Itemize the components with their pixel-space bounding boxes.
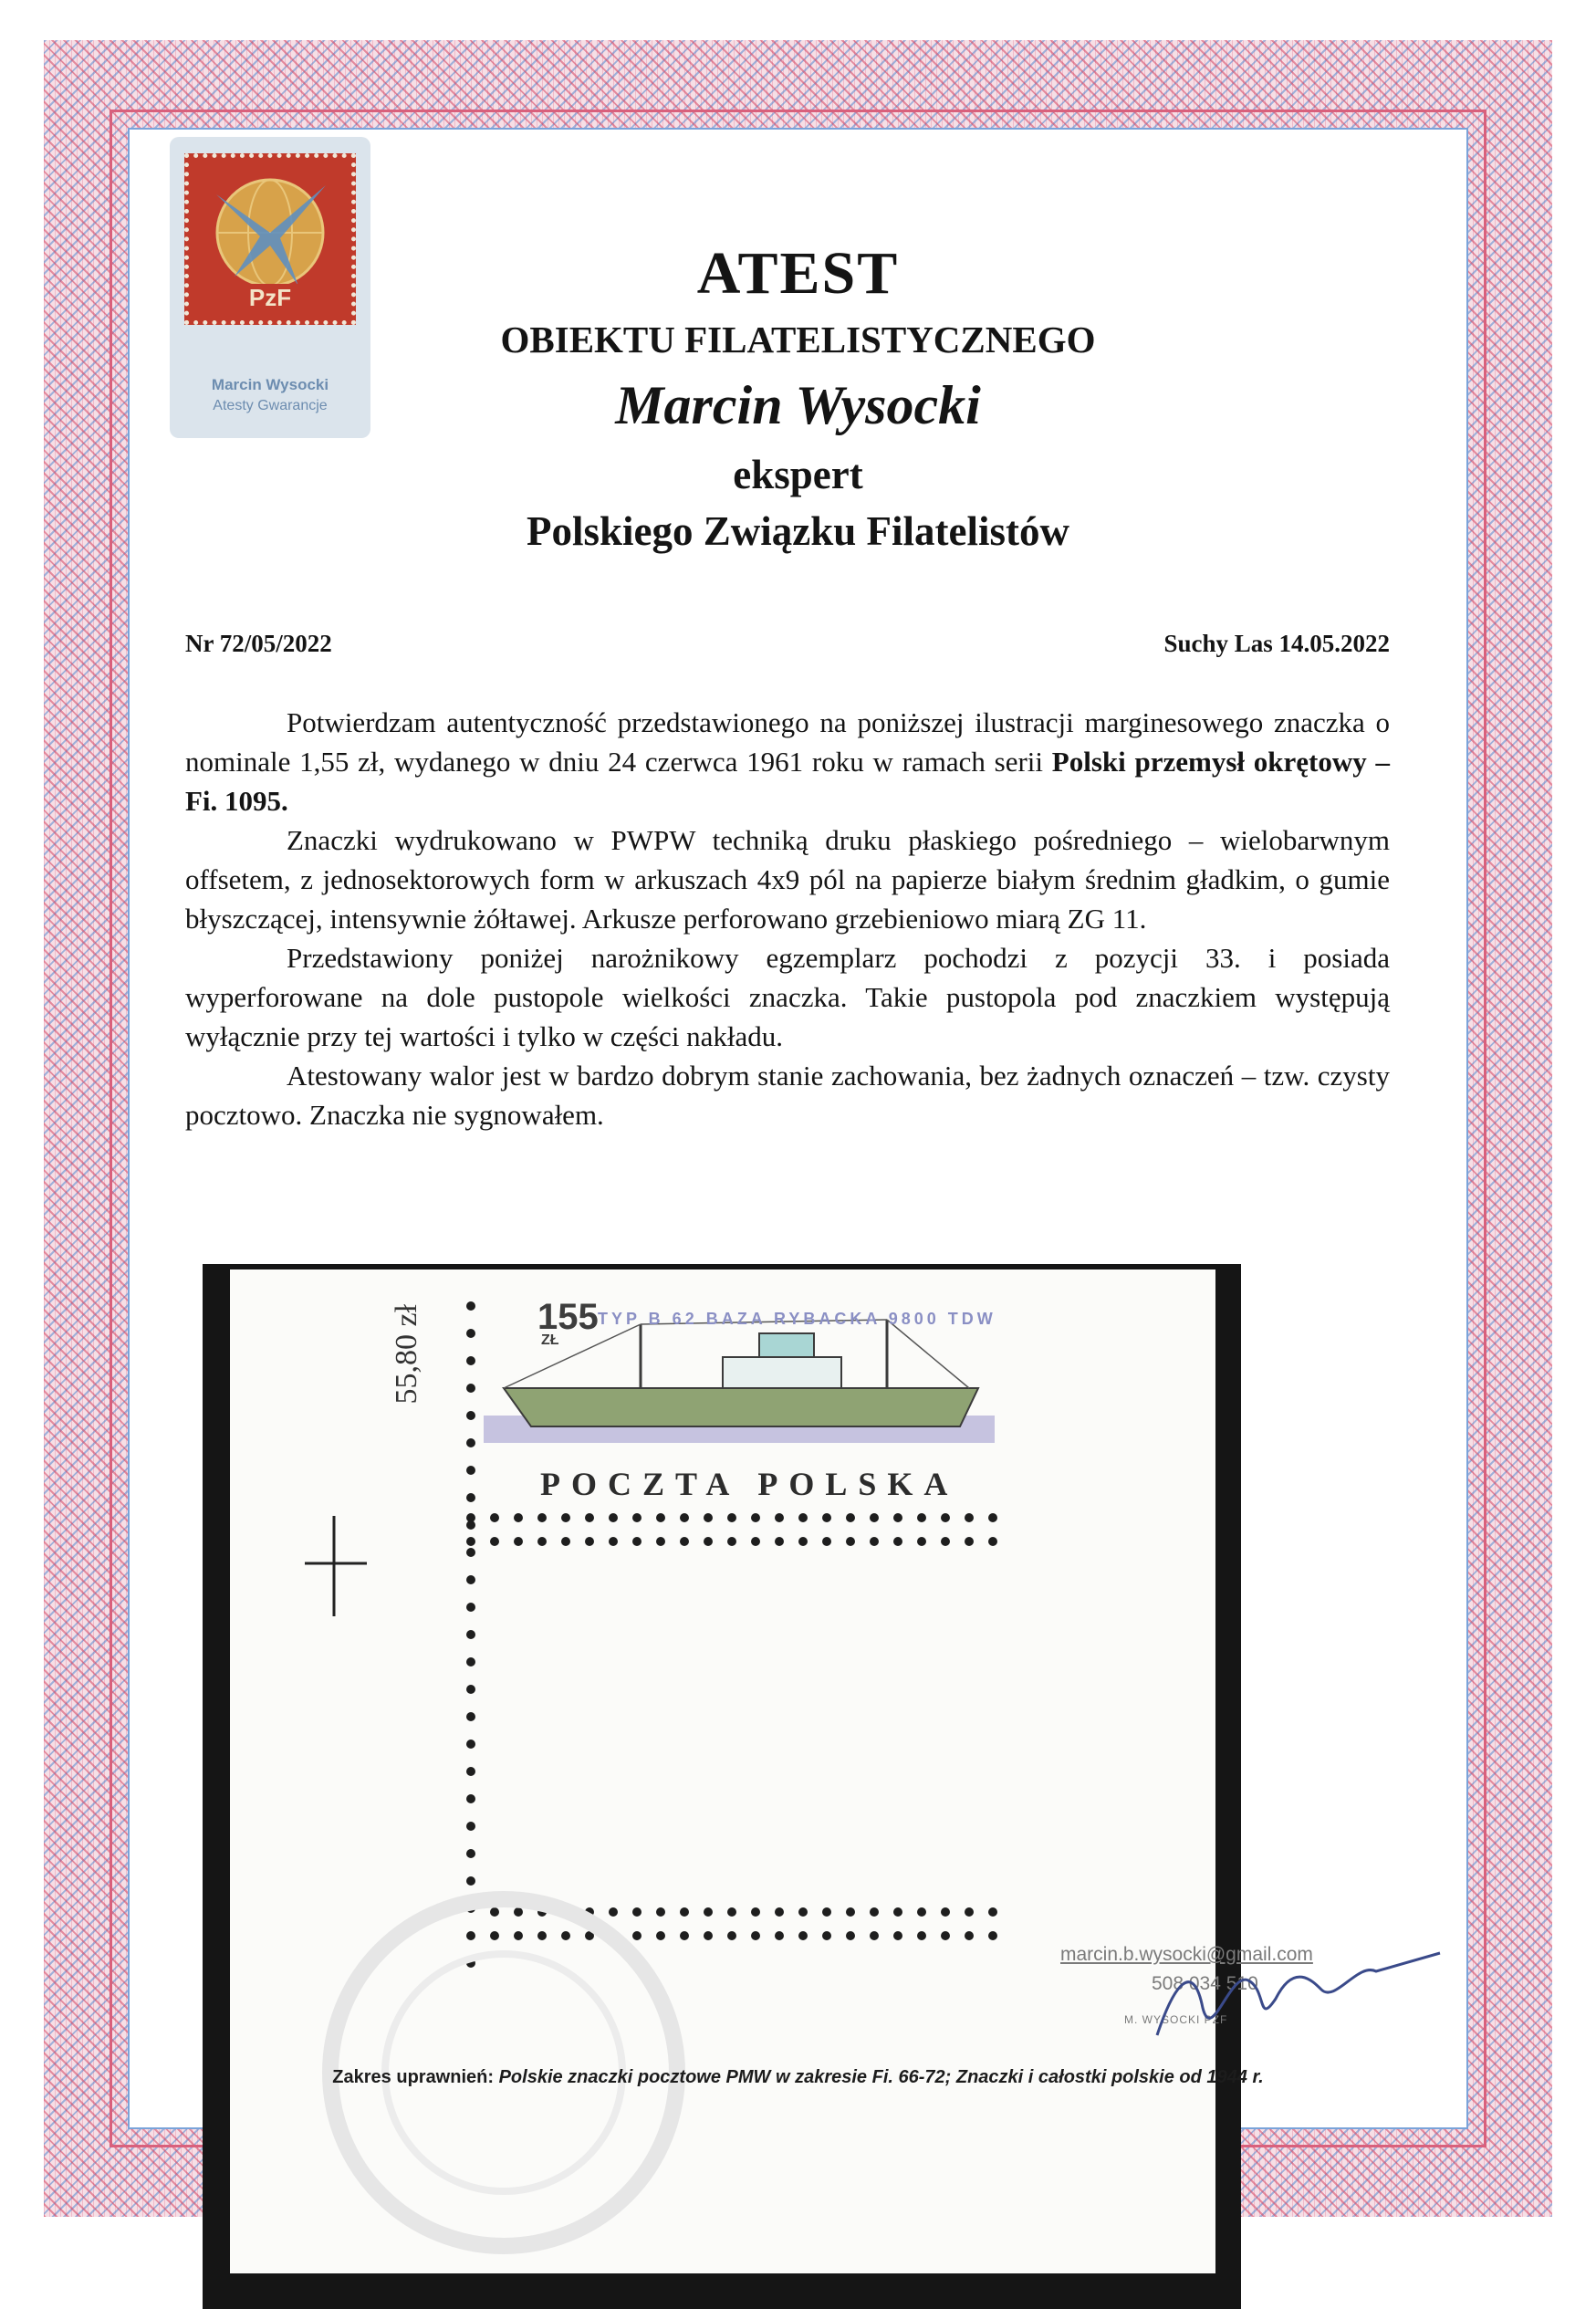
expert-name: Marcin Wysocki xyxy=(615,375,981,435)
footer-scope xyxy=(0,2067,1596,2088)
place-date: Suchy Las 14.05.2022 xyxy=(1163,630,1390,657)
footer-scope-1: Polskie znaczki pocztowe PMW w zakresie Fi. 66-72; xyxy=(498,2067,952,2087)
stamp-currency: ZŁ xyxy=(541,1332,559,1348)
stamp-value-digits: 155 xyxy=(537,1297,599,1337)
series-name: Polski przemysł okrętowy – Fi. 1095. xyxy=(185,746,1390,817)
page-subtitle: OBIEKTU FILATELISTYCZNEGO xyxy=(500,319,1096,360)
stamp-artwork xyxy=(230,1269,1215,2273)
paragraph-1-text: Potwierdzam autentyczność przedstawionego na poniższej ilustracji marginesowego znaczka o nominale 1,55 zł, wydanego w dniu 24 czerwca 1961 roku w ramach serii xyxy=(185,706,1390,778)
ship-superstructure xyxy=(723,1357,841,1388)
logo-name: Marcin Wysocki xyxy=(211,376,329,393)
contact-email[interactable]: marcin.b.wysocki@gmail.com xyxy=(1060,1944,1313,1965)
paragraph-condition: Atestowany walor jest w bardzo dobrym stanie zachowania, bez żadnych oznaczeń – tzw. czysty pocztowo. Znaczka nie sygnowałem. xyxy=(185,1060,1390,1131)
stamp-face-value xyxy=(537,1297,599,1349)
expert-stamp: M. WYSOCKI PZF xyxy=(1124,2013,1228,2026)
expert-role: ekspert xyxy=(733,452,863,497)
page-title: ATEST xyxy=(696,240,900,307)
ship-hull xyxy=(504,1388,978,1426)
footer-scope-2: Znaczki i całostki polskie od 1944 r. xyxy=(955,2067,1264,2087)
paragraph-position: Przedstawiony poniżej narożnikowy egzemplarz pochodzi z pozycji 33. i posiada wyperforowane na dole pustopole wielkości znaczka. Takie pustopola pod znaczkiem występują wyłącznie przy tej wartości i tylko w części nakładu. xyxy=(185,942,1390,1052)
paragraph-printing: Znaczki wydrukowano w PWPW techniką druku płaskiego pośredniego – wielobarwnym offsetem, z jednosektorowych form w arkuszach 4x9 pól na papierze białym średnim gładkim, o gumie błyszczącej, intensywnie żółtawej. Arkusze perforowano grzebieniowo miarą ZG 11. xyxy=(185,824,1390,935)
stamp-sheet-corner xyxy=(230,1269,1215,2273)
contact-phone: 508 034 510 xyxy=(1152,1973,1258,1994)
ship-bridge xyxy=(759,1333,814,1357)
stamp-photograph xyxy=(203,1264,1241,2309)
emblem-text: PzF xyxy=(248,284,292,311)
expert-organization: Polskiego Związku Filatelistów xyxy=(527,508,1069,554)
paragraph-authenticity xyxy=(185,703,1390,820)
margin-price-inscription: 55,80 zł xyxy=(390,1304,423,1405)
footer-label: Zakres uprawnień: xyxy=(332,2067,495,2087)
logo-tagline: Atesty Gwarancje xyxy=(213,398,328,413)
certificate-number: Nr 72/05/2022 xyxy=(185,630,332,657)
certificate-body xyxy=(185,703,1390,1134)
stamp-title: TYP B 62 BAZA RYBACKA 9800 TDW xyxy=(598,1310,996,1328)
stamp-country: POCZTA POLSKA xyxy=(540,1466,959,1502)
handwritten-signature xyxy=(1139,1926,1458,2063)
